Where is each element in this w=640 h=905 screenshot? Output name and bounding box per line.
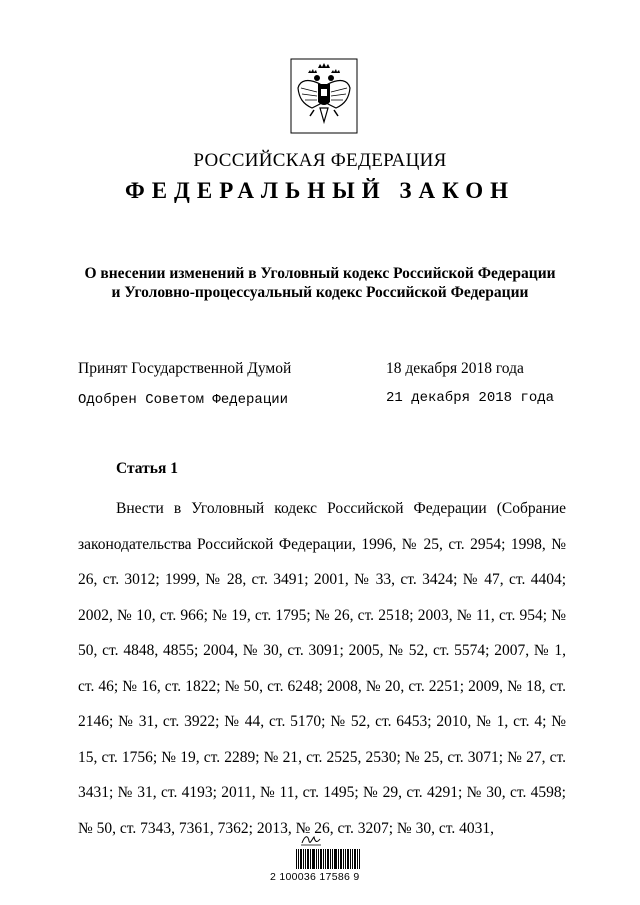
law-subject (60, 264, 580, 302)
document-type: ФЕДЕРАЛЬНЫЙ ЗАКОН (124, 178, 516, 203)
article-body: Внести в Уголовный кодекс Российской Федерации (Собрание законодательства Российской Федерации, 1996, № 25, ст. 2954; 1998, № 26, ст. 3012; 1999, № 28, ст. 3491; 2001, № 33, ст. 3424; № 47, ст. 4404; 2002, № 10, ст. 966; № 19, ст. 1795; № 26, ст. 2518; 2003, № 11, ст. 954; № 50, ст. 4848, 4855; 2004, № 30, ст. 3091; 2005, № 52, ст. 5574; 2007, № 1, ст. 46; № 16, ст. 1822; № 50, ст. 6248; 2008, № 20, ст. 2251; 2009, № 18, ст. 2146; № 31, ст. 3922; № 44, ст. 5170; № 52, ст. 6453; 2010, № 1, ст. 4; № 15, ст. 1756; № 19, ст. 2289; № 21, ст. 2525, 2530; № 25, ст. 3071; № 27, ст. 3431; № 31, ст. 4193; 2011, № 11, ст. 1495; № 29, ст. 4291; № 30, ст. 4598; № 50, ст. 7343, 7361, 7362; 2013, № 26, ст. 3207; № 30, ст. 4031, (78, 500, 566, 837)
article-title: Статья 1 (116, 460, 178, 477)
barcode-number: 2 100036 17586 9 (270, 871, 360, 883)
country-name: РОССИЙСКАЯ ФЕДЕРАЦИЯ (193, 150, 447, 171)
duma-adoption-date: 18 декабря 2018 года (386, 360, 524, 377)
handwritten-mark-icon (300, 833, 322, 847)
council-approval-date: 21 декабря 2018 года (386, 390, 555, 406)
law-subject-line-1: О внесении изменений в Уголовный кодекс Российской Федерации (84, 265, 556, 282)
duma-adoption-label: Принят Государственной Думой (78, 360, 292, 377)
barcode-icon (296, 849, 360, 869)
emblem-icon (290, 58, 358, 134)
law-subject-line-2: и Уголовно-процессуальный кодекс Российской Федерации (111, 284, 529, 301)
council-approval-label: Одобрен Советом Федерации (78, 392, 289, 408)
